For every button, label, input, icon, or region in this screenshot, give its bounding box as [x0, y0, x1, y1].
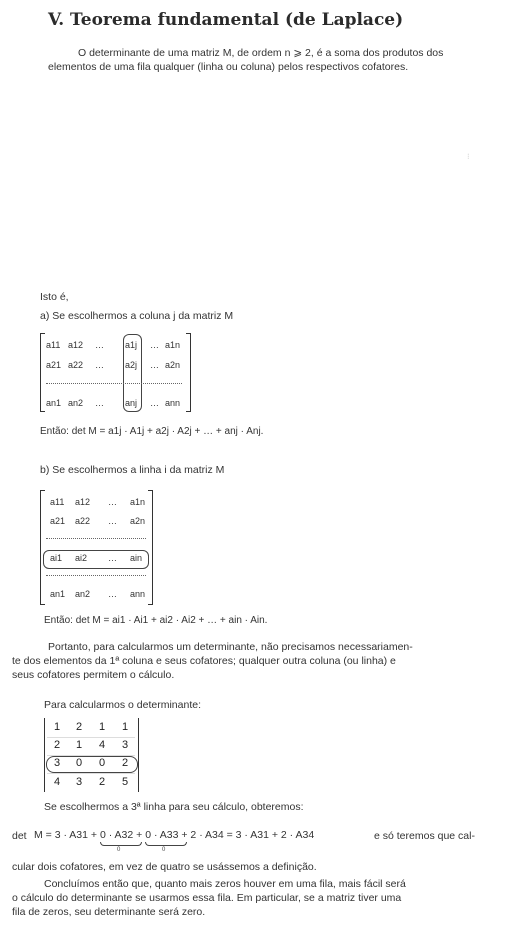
case-a-label: a) Se escolhermos a coluna j da matriz M — [40, 310, 234, 322]
matrix-cell: a2j — [125, 360, 138, 370]
para-calcular: Para calcularmos o determinante: — [44, 699, 201, 711]
matrix-cell: ai2 — [75, 553, 88, 563]
matrix-cell: an2 — [75, 589, 91, 599]
det-cell: 1 — [121, 721, 129, 733]
matrix-cell: … — [150, 398, 159, 408]
matrix-cell: ann — [130, 589, 146, 599]
underbrace-label: 0 — [117, 847, 121, 853]
det-cell: 0 — [75, 757, 83, 769]
det-cell: 4 — [98, 739, 106, 751]
det-cell: 5 — [121, 776, 129, 788]
portanto-line-1: Portanto, para calcularmos um determinante, não precisamos necessariamen- — [48, 641, 413, 653]
case-b-label: b) Se escolhermos a linha i da matriz M — [40, 464, 225, 476]
matrix-cell: a21 — [46, 360, 62, 370]
matrix-cell: a1n — [130, 497, 146, 507]
matrix-cell: a2n — [165, 360, 181, 370]
intro-line-2: elementos de uma fila qualquer (linha ou coluna) pelos respectivos cofatores. — [48, 61, 409, 73]
portanto-line-2: te dos elementos da 1ª coluna e seus cofatores; qualquer outra coluna (ou linha) e — [12, 655, 396, 667]
underbrace-label: 0 — [162, 847, 166, 853]
matrix-cell: a21 — [50, 516, 66, 526]
det-cell: 3 — [121, 739, 129, 751]
dotted-divider — [46, 538, 146, 539]
det-cell: 0 — [98, 757, 106, 769]
section-title: V. Teorema fundamental (de Laplace) — [48, 10, 404, 30]
scan-mark: ⁝ — [467, 152, 470, 161]
det-bar-right — [138, 718, 139, 792]
matrix-cell: ain — [130, 553, 143, 563]
row-divider — [47, 737, 135, 738]
matrix-cell: … — [108, 589, 117, 599]
underbrace-zero-1 — [100, 842, 142, 846]
det-cell: 1 — [75, 739, 83, 751]
matrix-cell: a1n — [165, 340, 181, 350]
intro-line-1: O determinante de uma matriz M, de ordem n ⩾ 2, é a soma dos produtos dos — [78, 47, 444, 59]
det-cell: 3 — [75, 776, 83, 788]
conclusao-line-1: Concluímos então que, quanto mais zeros houver em uma fila, mais fácil será — [44, 878, 406, 890]
matrix-cell: anj — [125, 398, 138, 408]
row-divider — [47, 773, 135, 774]
final-det-label: det — [12, 830, 27, 842]
det-cell: 2 — [98, 776, 106, 788]
det-cell: 1 — [53, 721, 61, 733]
matrix-cell: … — [108, 497, 117, 507]
final-suffix: e só teremos que cal- — [374, 830, 475, 842]
det-cell: 1 — [98, 721, 106, 733]
matrix-cell: a2n — [130, 516, 146, 526]
conclusao-line-3: fila de zeros, seu determinante será zero. — [12, 906, 206, 918]
isto-e: Isto é, — [40, 291, 69, 303]
matrix-cell: a22 — [68, 360, 84, 370]
matrix-cell: … — [108, 516, 117, 526]
bracket-left — [40, 490, 45, 605]
matrix-cell: … — [108, 553, 117, 563]
matrix-cell: a11 — [46, 340, 61, 350]
case-a-formula: Então: det M = a1j · A1j + a2j · A2j + … + anj · Anj. — [40, 426, 264, 437]
det-cell: 3 — [53, 757, 61, 769]
bracket-right — [148, 490, 153, 605]
matrix-cell: a12 — [75, 497, 91, 507]
matrix-cell: ai1 — [50, 553, 63, 563]
bracket-right — [186, 333, 191, 412]
matrix-cell: … — [95, 360, 104, 370]
matrix-cell: a22 — [75, 516, 91, 526]
portanto-line-3: seus cofatores permitem o cálculo. — [12, 669, 175, 681]
matrix-cell: … — [95, 398, 104, 408]
case-b-formula: Então: det M = ai1 · Ai1 + ai2 · Ai2 + … + ain · Ain. — [44, 615, 268, 626]
se-escolhermos: Se escolhermos a 3ª linha para seu cálculo, obteremos: — [44, 801, 304, 813]
matrix-cell: a11 — [50, 497, 65, 507]
matrix-cell: an1 — [46, 398, 62, 408]
dotted-divider — [46, 383, 182, 384]
matrix-cell: an1 — [50, 589, 66, 599]
cular-line: cular dois cofatores, em vez de quatro se usássemos a definição. — [12, 861, 317, 873]
matrix-cell: a1j — [125, 340, 138, 350]
det-bar-left — [44, 718, 45, 792]
underbrace-zero-2 — [145, 842, 187, 846]
final-formula: M = 3 · A31 + 0 · A32 + 0 · A33 + 2 · A34 = 3 · A31 + 2 · A34 — [34, 829, 315, 841]
conclusao-line-2: o cálculo do determinante se usarmos essa fila. Em particular, se a matriz tiver uma — [12, 892, 402, 904]
matrix-cell: … — [150, 360, 159, 370]
det-cell: 4 — [53, 776, 61, 788]
matrix-cell: a12 — [68, 340, 84, 350]
det-cell: 2 — [121, 757, 129, 769]
matrix-cell: ann — [165, 398, 181, 408]
det-cell: 2 — [75, 721, 83, 733]
dotted-divider — [46, 575, 146, 576]
matrix-cell: … — [95, 340, 104, 350]
bracket-left — [40, 333, 45, 412]
matrix-cell: an2 — [68, 398, 84, 408]
det-cell: 2 — [53, 739, 61, 751]
matrix-cell: … — [150, 340, 159, 350]
